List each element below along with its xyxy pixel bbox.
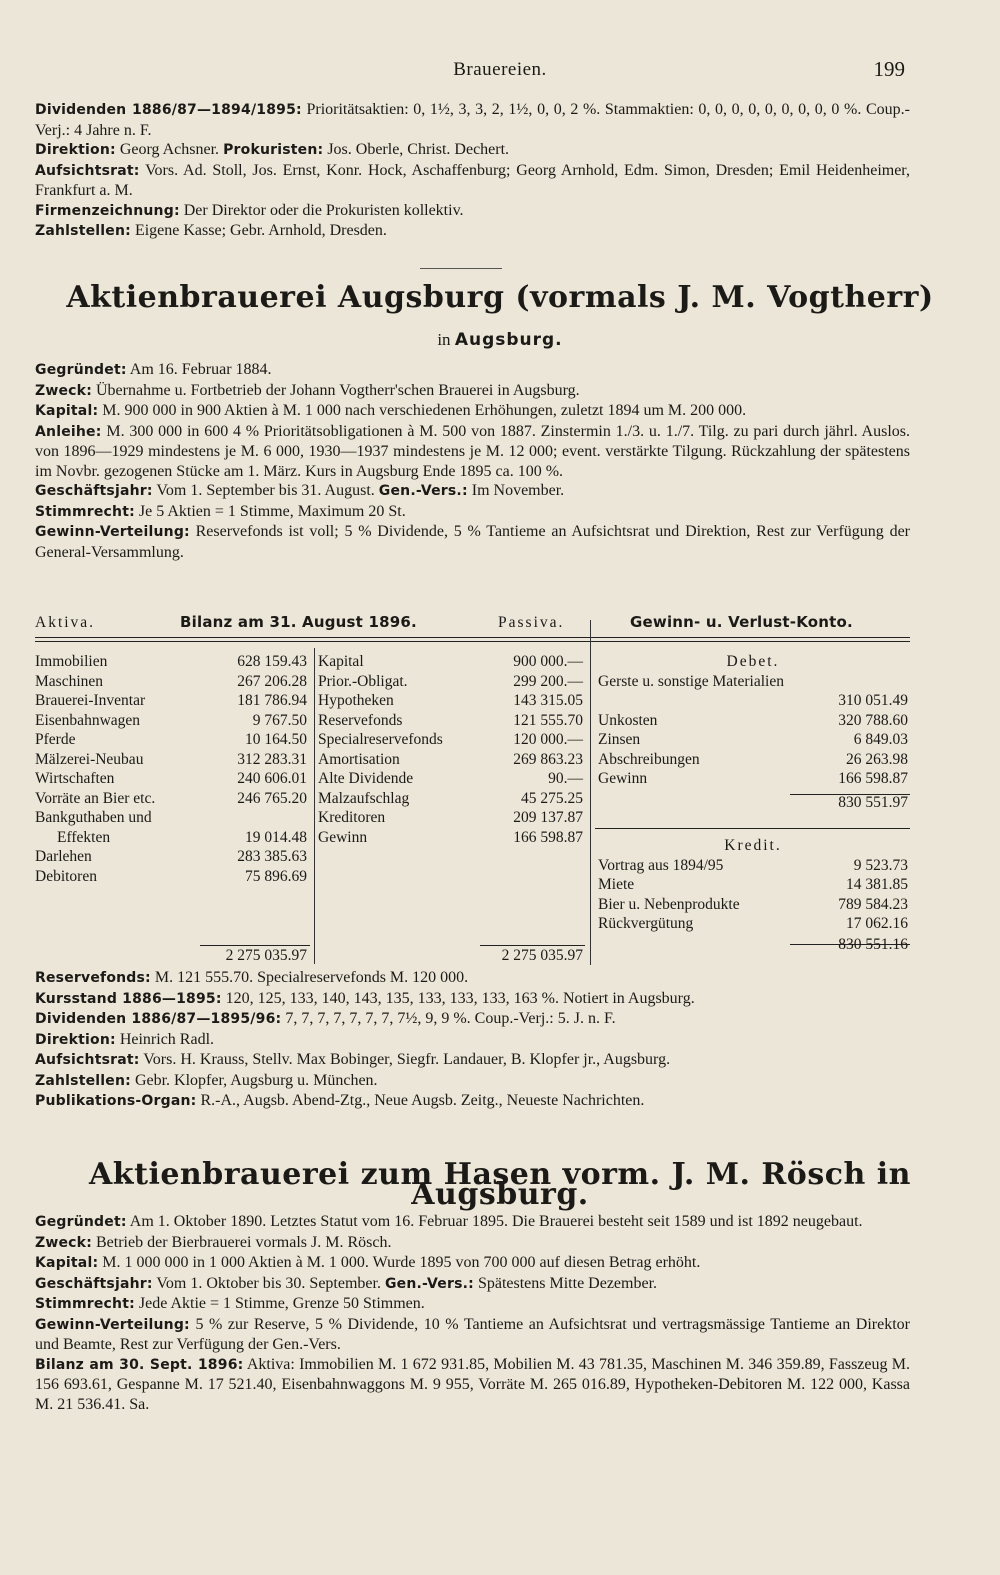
entry-zahlstellen: Zahlstellen: Eigene Kasse; Gebr. Arnhold, Dresden. [35, 222, 387, 239]
guv-debet-label: Debet. [726, 653, 780, 670]
field-anleihe: Anleihe: M. 300 000 in 600 4 % Prioritätsobligationen à M. 500 von 1887. Zinstermin 1./3. u. 1./7. Tilg. zu pari durch jährl. Auslos. von 1896—1929 mindestens je M. 6 000, 1930—1937 mindestens je M. 12 000; event. verstärkte Tilgung. Rückzahlung der spätestens im Novbr. gezogenen Stücke am 1. März. Kurs in Augsburg Ende 1895 ca. 100 %. [35, 422, 911, 480]
guv-title: Gewinn- u. Verlust-Konto. [630, 613, 853, 631]
table-row: Specialreservefonds 120 000.— [318, 731, 583, 748]
table-row: Miete 14 381.85 [598, 876, 908, 893]
table-row: Alte Dividende 90.— [318, 770, 583, 787]
table-divider-main [590, 620, 591, 965]
guv-kredit [598, 836, 908, 954]
guv-kredit-total: 830 551.16 [838, 935, 908, 953]
running-header: Brauereien. [453, 59, 547, 80]
table-row: Gewinn 166 598.87 [318, 828, 583, 846]
table-top-rule [35, 637, 910, 638]
company1-fields [35, 360, 910, 562]
field-geschaeftsjahr: Geschäftsjahr: Vom 1. Oktober bis 30. September. Gen.-Vers.: Spätestens Mitte Dezember. [35, 1274, 658, 1292]
company-title-2: Aktienbrauerei zum Hasen vorm. J. M. Rösch in Augsburg. [89, 1157, 911, 1212]
bilanz-passiva-label: Passiva. [498, 614, 565, 631]
table-row: Kreditoren 209 137.87 [318, 809, 583, 826]
guv-debet-total: 830 551.97 [838, 793, 908, 811]
guv-kredit-label: Kredit. [724, 837, 782, 854]
table-row: Malzaufschlag 45 275.25 [318, 789, 583, 807]
field-kapital: Kapital: M. 1 000 000 in 1 000 Aktien à M. 1 000. Wurde 1895 von 700 000 auf diesen Betrag erhöht. [35, 1254, 701, 1271]
table-row: Darlehen 283 385.63 [35, 848, 307, 865]
table-row: Bankguthaben und [35, 809, 152, 826]
company2-fields [35, 1212, 910, 1414]
table-row: Maschinen 267 206.28 [35, 672, 307, 690]
field-stimmrecht: Stimmrecht: Jede Aktie = 1 Stimme, Grenze 50 Stimmen. [35, 1295, 425, 1312]
aktiva-total: 2 275 035.97 [225, 947, 307, 964]
company-location-1: in Augsburg. [437, 330, 563, 350]
table-row: Pferde 10 164.50 [35, 731, 307, 748]
table-row: Vortrag aus 1894/95 9 523.73 [598, 856, 908, 874]
table-row: Bier u. Nebenprodukte 789 584.23 [598, 895, 908, 913]
table-row: Brauerei-Inventar 181 786.94 [35, 692, 307, 709]
field-geschaeftsjahr: Geschäftsjahr: Vom 1. September bis 31. August. Gen.-Vers.: Im November. [35, 482, 565, 499]
company1-after-fields [35, 968, 910, 1112]
guv-debet [598, 652, 908, 812]
bilanz-aktiva-label: Aktiva. [35, 614, 96, 631]
table-row: Amortisation 269 863.23 [318, 750, 583, 768]
page-number: 199 [873, 57, 905, 81]
table-top-rule-2 [35, 641, 910, 642]
table-row: Zinsen 6 849.03 [598, 731, 908, 748]
field-gegruendet: Gegründet: Am 1. Oktober 1890. Letztes Statut vom 16. Februar 1895. Die Brauerei besteht seit 1589 und ist 1892 neugebaut. [35, 1213, 863, 1230]
table-row: Rückvergütung 17 062.16 [598, 915, 908, 932]
table-row: Debitoren 75 896.69 [35, 867, 307, 885]
table-row: Wirtschaften 240 606.01 [35, 770, 307, 787]
table-row: Unkosten 320 788.60 [598, 711, 908, 729]
field-zweck: Zweck: Betrieb der Bierbrauerei vormals J. M. Rösch. [35, 1233, 392, 1251]
field-direktion: Direktion: Heinrich Radl. [35, 1030, 215, 1048]
field-zweck: Zweck: Übernahme u. Fortbetrieb der Johann Vogtherr'schen Brauerei in Augsburg. [35, 381, 580, 399]
field-gewinn-verteilung: Gewinn-Verteilung: 5 % zur Reserve, 5 % Dividende, 10 % Tantieme an Aufsichtsrat und vertragsmässige Tantieme an Direktor und Beamte, Rest zur Verfügung der Gen.-Vers. [35, 1315, 910, 1353]
field-gewinn-verteilung: Gewinn-Verteilung: Reservefonds ist voll; 5 % Dividende, 5 % Tantieme an Aufsichtsrat und Direktion, Rest zur Verfügung der General-Versammlung. [35, 523, 910, 561]
field-gegruendet: Gegründet: Am 16. Februar 1884. [35, 361, 272, 378]
company-title-1: Aktienbrauerei Augsburg (vormals J. M. Vogtherr) [66, 280, 934, 315]
field-kapital: Kapital: M. 900 000 in 900 Aktien à M. 1 000 nach verschiedenen Erhöhungen, zuletzt 1894 um M. 200 000. [35, 402, 747, 419]
entry-direktion: Direktion: Georg Achsner. Prokuristen: Jos. Oberle, Christ. Dechert. [35, 141, 510, 158]
table-row: Reservefonds 121 555.70 [318, 711, 583, 729]
entry-firmenzeichnung: Firmenzeichnung: Der Direktor oder die Prokuristen kollektiv. [35, 201, 464, 219]
table-row: Eisenbahnwagen 9 767.50 [35, 711, 307, 729]
field-zahlstellen: Zahlstellen: Gebr. Klopfer, Augsburg u. München. [35, 1071, 378, 1089]
field-kursstand: Kursstand 1886—1895: 120, 125, 133, 140, 143, 135, 133, 133, 133, 163 %. Notiert in Augsburg. [35, 989, 695, 1007]
field-dividenden: Dividenden 1886/87—1895/96: 7, 7, 7, 7, 7, 7, 7, 7½, 9, 9 %. Coup.-Verj.: 5. J. n. F. [35, 1010, 616, 1027]
table-row: Gerste u. sonstige Materialien 310 051.49 [598, 672, 908, 709]
bilanz-aktiva [35, 652, 307, 886]
entry-dividenden: Dividenden 1886/87—1894/1895: Prioritätsaktien: 0, 1½, 3, 3, 2, 1½, 0, 0, 2 %. Stammaktien: 0, 0, 0, 0, 0, 0, 0, 0, 0 %. Coup.-Verj.: 4 Jahre n. F. [35, 101, 911, 139]
table-row: Prior.-Obligat. 299 200.— [318, 672, 583, 690]
bilanz-title: Bilanz am 31. August 1896. [180, 613, 417, 631]
field-reservefonds: Reservefonds: M. 121 555.70. Specialreservefonds M. 120 000. [35, 969, 469, 986]
field-stimmrecht: Stimmrecht: Je 5 Aktien = 1 Stimme, Maximum 20 St. [35, 502, 406, 520]
field-aufsichtsrat: Aufsichtsrat: Vors. H. Krauss, Stellv. Max Bobinger, Siegfr. Landauer, B. Klopfer jr., Augsburg. [35, 1051, 671, 1068]
passiva-total: 2 275 035.97 [501, 947, 583, 964]
table-row: Mälzerei-Neubau 312 283.31 [35, 750, 307, 768]
table-divider-bilanz [314, 648, 315, 964]
table-row: Hypotheken 143 315.05 [318, 692, 583, 709]
table-row: Gewinn 166 598.87 [598, 770, 908, 787]
field-bilanz: Bilanz am 30. Sept. 1896: Aktiva: Immobilien M. 1 672 931.85, Mobilien M. 43 781.35, Maschinen M. 346 359.89, Fasszeug M. 156 693.61, Gespanne M. 17 521.40, Eisenbahnwaggons M. 9 955, Vorräte M. 265 016.89, Hypotheken-Debitoren M. 122 000, Kassa M. 21 536.41. Sa. [35, 1355, 910, 1413]
section-divider [420, 268, 502, 269]
table-row: Effekten 19 014.48 [57, 828, 307, 846]
table-row: Kapital 900 000.— [318, 653, 583, 670]
guv-section-rule [595, 828, 910, 829]
entry-aufsichtsrat: Aufsichtsrat: Vors. Ad. Stoll, Jos. Ernst, Konr. Hock, Aschaffenburg; Georg Arnhold, Edm. Simon, Dresden; Emil Heidenheimer, Frankfurt a. M. [35, 161, 910, 199]
table-row: Abschreibungen 26 263.98 [598, 750, 908, 768]
field-publikations-organ: Publikations-Organ: R.-A., Augsb. Abend-Ztg., Neue Augsb. Zeitg., Neueste Nachrichten. [35, 1092, 645, 1109]
table-row: Immobilien 628 159.43 [35, 653, 307, 670]
bilanz-passiva [318, 652, 583, 847]
table-row: Vorräte an Bier etc. 246 765.20 [35, 789, 307, 807]
previous-company-continuation [35, 100, 910, 242]
